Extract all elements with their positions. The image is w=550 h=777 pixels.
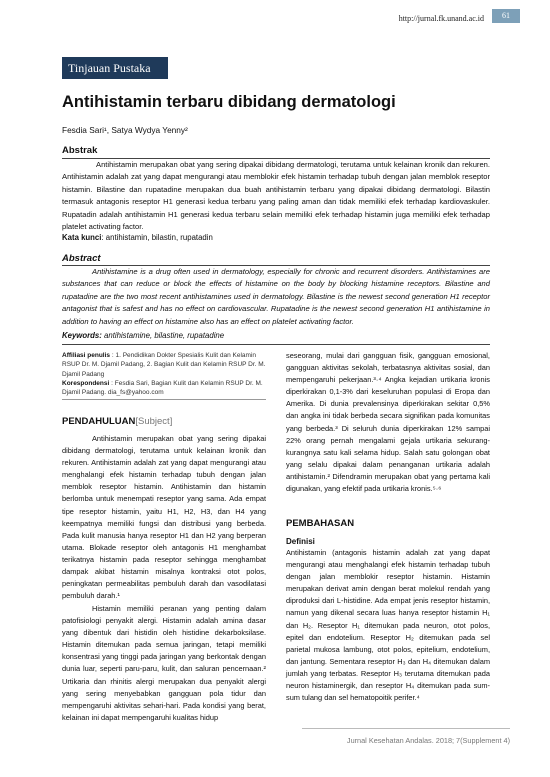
- article-title: Antihistamin terbaru dibidang dermatologi: [62, 93, 396, 111]
- abstract-text: Antihistamin merupakan obat yang sering dipakai dibidang dermatologi, terutama untuk kelainan kronik dan rekuren. Antihistamin adalah zat yang dapat mengurangi atau memblokir efek histamin terhadap tubuh dengan jalan memblok reseptor histamin. Bilastine dan rupatadine merupakan dua buah antihistamin terbaru yang dipakai dibidang dermatologi. Bilastin termasuk antagonis reseptor H1 generasi kedua terbaru yang paling aman dan tidak memiliki efek terhadap kardiovaskuler. Rupatadin adalah antihistamin H1 generasi kedua terbaru selain memiliki efek terhadap histamin juga memiliki efek terhadap platelet activating factor.: [62, 160, 490, 232]
- abstract-en-heading: Abstract: [62, 253, 101, 264]
- intro-paragraph-1: Antihistamin merupakan obat yang sering dipakai dibidang dermatologi, terutama untuk kelainan kronik dan rekuren. Antihistamin adalah zat yang dapat mengurangi atau menghalangi efek histamin terhadap tubuh dengan jalan memblok reseptor histamin. Antihistamin dan histamin berlomba untuk menempati reseptor yang sama. Ada empat tipe reseptor histamin, yaitu H1, H2, H3, dan H4 yang keempatnya memiliki fungsi dan distribusi yang berbeda. Pada kulit manusia hanya reseptor H1 dan H2 yang berperan utama. Blokade reseptor oleh antagonis H1 menghambat terikatnya histamin pada reseptor sehingga menghambat dampak akibat histamin misalnya kontraksi otot polos, peningkatan permeabilitas pembuluh darah dan vasodilatasi pembuluh darah.¹: [62, 434, 266, 601]
- definition-subheading: Definisi: [286, 537, 315, 546]
- right-paragraph-2: Antihistamin (antagonis histamin adalah zat yang dapat mengurangi atau menghalangi efek histamin terhadap tubuh dengan jalan memblokir reseptor histamin. Histamin merupakan derivat amin dengan berat molekul rendah yang diproduksi dari L-histidine. Ada empat jenis reseptor histamin, namun yang dikenal secara luas hanya reseptor histamin H₁ dan H₂. Reseptor H₁ ditemukan pada neuron, otot polos, epitel dan endotelium. Reseptor H₂ ditemukan pada sel parietal mukosa lambung, otot polos, epitelium, endotelium, dan jantung. Sementara reseptor H₃ dan H₄ ditemukan dalam jumlah yang terbatas. Reseptor H₃ terutama ditemukan pada neuron histaminergik, dan reseptor H₄ ditemukan pada sum-sum tulang dan sel hematopoitik perifer.⁴: [286, 548, 490, 703]
- authors: Fesdia Sari¹, Satya Wydya Yenny²: [62, 125, 188, 135]
- journal-url[interactable]: http://jurnal.fk.unand.ac.id: [398, 14, 484, 23]
- section-banner: Tinjauan Pustaka: [62, 57, 168, 79]
- keywords-label: Kata kunci: [62, 233, 102, 242]
- keywords-en-label: Keywords:: [62, 331, 102, 340]
- affiliation-block: [62, 351, 266, 397]
- keywords: [62, 233, 213, 242]
- keywords-value: : antihistamin, bilastin, rupatadin: [101, 233, 213, 242]
- affiliation-label: Affiliasi penulis: [62, 352, 111, 359]
- discussion-heading: PEMBAHASAN: [286, 518, 355, 529]
- intro-heading: [62, 416, 172, 427]
- subject-placeholder: [Subject]: [135, 416, 173, 427]
- affiliation-text: : 1. Pendidikan Dokter Spesialis Kulit dan Kelamin RSUP Dr. M. Djamil Padang, 2. Bagian Kulit dan Kelamin RSUP Dr. M. Djamil Padang: [62, 352, 266, 378]
- intro-paragraph-2: Histamin memiliki peranan yang penting dalam patofisiologi penyakit alergi. Histamin adalah amina dasar yang dibentuk dari histidin oleh histidine dekarboksilase. Histamin ditemukan pada semua jaringan, tetapi memiliki konsentrasi yang tinggi pada jaringan yang berkontak dengan dunia luar, seperti paru-paru, kulit, dan saluran pencernaan.² Urtikaria dan rhinitis alergi merupakan dua penyakit alergi yang sering menyebabkan gangguan pola tidur dan mempengaruhi aktivitas sehari-hari. Pada kondisi yang berat, kelainan ini dapat mempengaruhi kualitas hidup: [62, 604, 266, 722]
- correspondence-label: Korespondensi: [62, 379, 110, 387]
- keywords-en: [62, 331, 224, 340]
- abstract-heading: Abstrak: [62, 145, 98, 156]
- abstract-en-text: Antihistamine is a drug often used in dermatology, especially for chronic and recurrent disorders. Antihistamines are substances that can reduce or block the effects of histamine on the body by blocking histamine receptors. Bilastine and rupatadine are the two most recent antihistamines used in dermatology. Bilastine is the newest second generation H1 receptor antagonist that is safest and has no effect on cardiovascular. Rupatadine is the newest second generation H1 antihistamine in addition to having an effect on histamine also has an effect on platelet activating factor.: [62, 267, 490, 326]
- footer-divider: [302, 728, 510, 729]
- intro-heading-text: PENDAHULUAN: [62, 416, 136, 427]
- divider: [62, 344, 490, 345]
- correspondence-text: : Fesdia Sari, Bagian Kulit dan Kelamin RSUP Dr. M. Djamil Padang. dia_fs@yahoo.com: [62, 379, 263, 397]
- page-number: 61: [492, 9, 520, 23]
- divider: [62, 399, 266, 400]
- journal-footer: Jurnal Kesehatan Andalas. 2018; 7(Supplement 4): [346, 736, 510, 745]
- keywords-en-value: antihistamine, bilastine, rupatadine: [101, 331, 225, 340]
- right-paragraph-1: seseorang, mulai dari gangguan fisik, gangguan emosional, gangguan aktivitas sekolah, terbatasnya aktivitas sosial, dan mempengaruhi pekerjaan.³·⁴ Angka kejadian urtikaria kronis diperkirakan 0,1-3% dari keseluruhan populasi di Eropa dan Amerika. Di dunia prevalensinya diperkirakan sekitar 0,5% dan angka ini tidak berbeda secara signifikan pada komunitas yang berbeda.³ Di seluruh dunia diperkirakan 12% sampai 22% orang pernah mengalami gejala urtikaria sekurang-kurangnya satu kali selama hidup. Salah satu golongan obat yang selalu dipakai dalam penanganan urtikaria adalah antihistamin.² Difendramin merupakan obat yang pertama kali digunakan, yang efektif pada urtikaria kronis.⁵·⁶: [286, 351, 490, 494]
